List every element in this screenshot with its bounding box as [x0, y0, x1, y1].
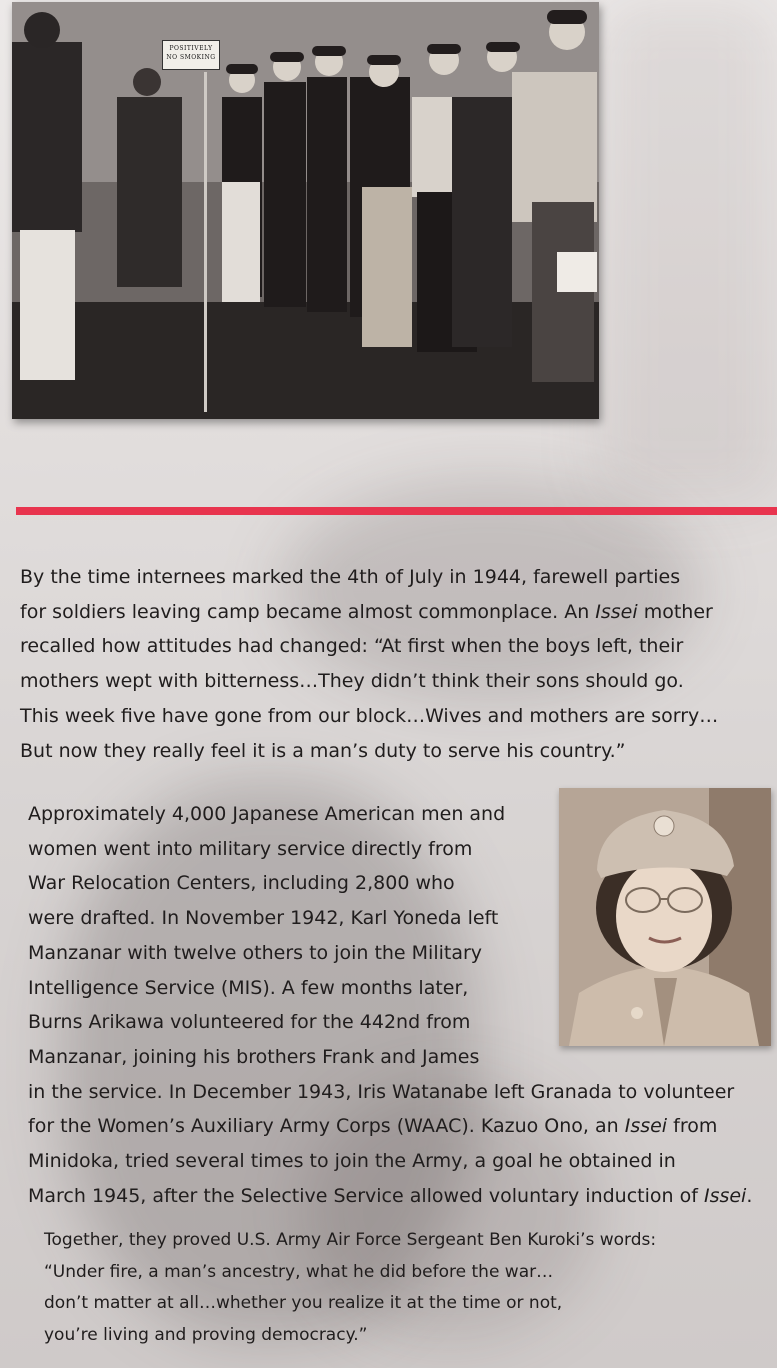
intro-paragraph — [20, 560, 777, 768]
text-line — [28, 1109, 777, 1144]
text-line: mothers wept with bitterness…They didn’t think their sons should go. — [20, 670, 684, 693]
text-segment: from — [673, 1115, 718, 1138]
swearing-in-photo — [12, 2, 599, 419]
text-line: Manzanar, joining his brothers Frank and James — [28, 1045, 480, 1068]
text-line: This week five have gone from our block…Wives and mothers are sorry… — [20, 704, 719, 727]
text-line: Manzanar with twelve others to join the Military — [28, 941, 483, 964]
text-line: Together, they proved U.S. Army Air Force Sergeant Ben Kuroki’s words: — [44, 1230, 657, 1250]
text-segment: March 1945, after the Selective Service allowed voluntary induction of — [28, 1184, 704, 1207]
text-line: don’t matter at all…whether you realize it at the time or not, — [44, 1293, 563, 1313]
text-line: Minidoka, tried several times to join the Army, a goal he obtained in — [28, 1150, 676, 1173]
text-line: “Under fire, a man’s ancestry, what he did before the war… — [44, 1261, 554, 1282]
text-segment: for the Women’s Auxiliary Army Corps (WAAC). Kazuo Ono, an — [28, 1115, 625, 1138]
text-line — [20, 595, 777, 630]
text-line: were drafted. In November 1942, Karl Yoneda left — [28, 907, 499, 930]
text-line: By the time internees marked the 4th of July in 1944, farewell parties — [20, 566, 681, 588]
text-line: you’re living and proving democracy.” — [44, 1324, 368, 1345]
sign-line: POSITIVELY — [169, 45, 213, 52]
text-line — [28, 1179, 777, 1214]
red-divider — [16, 507, 777, 515]
text-line: in the service. In December 1943, Iris Watanabe left Granada to volunteer — [28, 1080, 735, 1103]
background-shadow — [600, 0, 777, 500]
no-smoking-sign — [162, 40, 220, 70]
text-line: Burns Arikawa volunteered for the 442nd from — [28, 1011, 471, 1034]
text-segment: . — [746, 1184, 753, 1207]
text-line: Intelligence Service (MIS). A few months later, — [28, 976, 469, 999]
text-line: Approximately 4,000 Japanese American men and — [28, 803, 506, 825]
text-line: women went into military service directly from — [28, 837, 473, 860]
sign-line: NO SMOKING — [166, 54, 216, 61]
issei-term: Issei — [624, 1115, 668, 1138]
text-line: But now they really feel it is a man’s duty to serve his country.” — [20, 739, 626, 762]
text-line: War Relocation Centers, including 2,800 who — [28, 872, 455, 895]
text-line: recalled how attitudes had changed: “At first when the boys left, their — [20, 635, 684, 658]
text-segment: for soldiers leaving camp became almost commonplace. An — [20, 600, 596, 623]
issei-term: Issei — [595, 600, 638, 623]
text-segment: mother — [643, 600, 713, 623]
issei-term: Issei — [703, 1184, 747, 1207]
service-paragraph — [28, 797, 777, 1213]
photo-illustration — [12, 2, 599, 419]
quote-paragraph — [44, 1225, 777, 1351]
